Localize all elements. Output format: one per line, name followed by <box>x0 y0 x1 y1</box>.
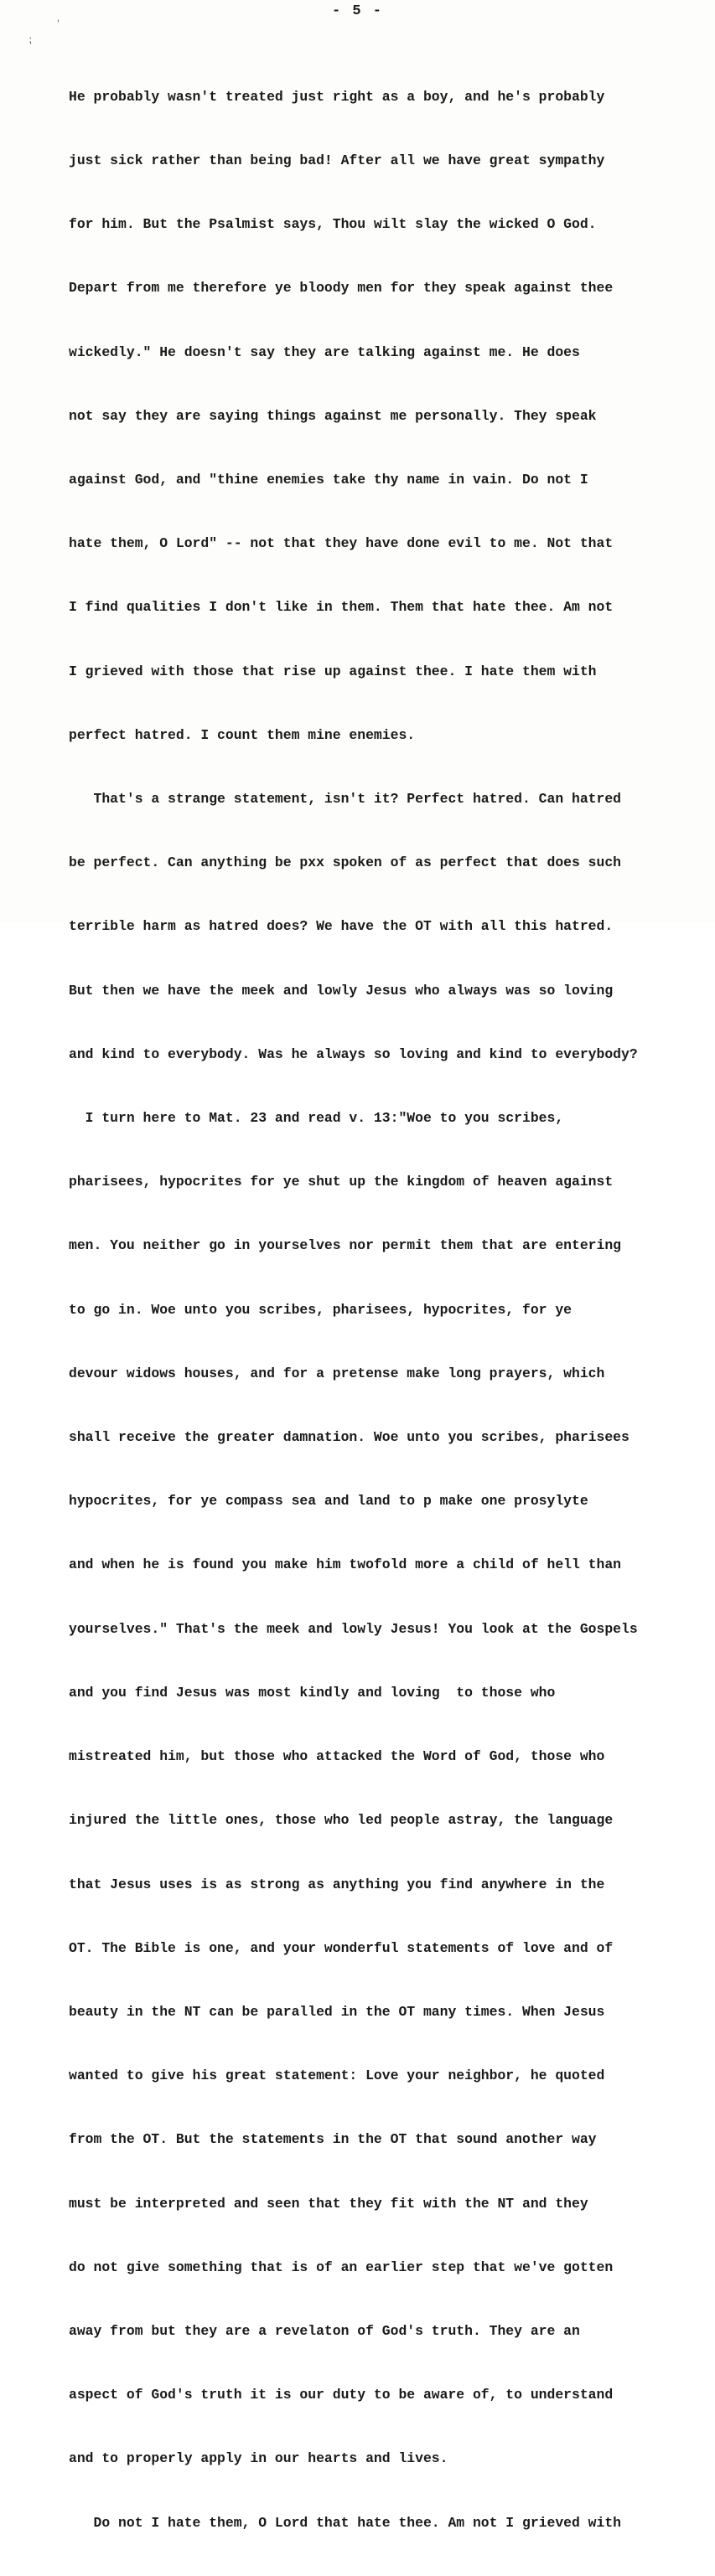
text-line: He probably wasn't treated just right as a boy, and he's probably <box>69 88 605 105</box>
text-line: men. You neither go in yourselves nor permit them that are entering <box>69 1237 622 1254</box>
text-line: perfect hatred. I count them mine enemies. <box>69 726 416 743</box>
text-line: do not give something that is of an earlier step that we've gotten <box>69 2259 614 2275</box>
text-line: I find qualities I don't like in them. Them that hate thee. Am not <box>69 599 614 616</box>
text-line: not say they are saying things against me personally. They speak <box>69 407 597 424</box>
margin-mark: ⁏ <box>28 34 33 46</box>
text-line: just sick rather than being bad! After all we have great sympathy <box>69 152 605 169</box>
text-line: aspect of God's truth it is our duty to be aware of, to understand <box>69 2387 614 2403</box>
text-line: and to properly apply in our hearts and lives. <box>69 2450 448 2467</box>
text-line: I grieved with those that rise up against thee. I hate them with <box>69 663 597 679</box>
text-line: wanted to give his great statement: Love your neighbor, he quoted <box>69 2068 605 2084</box>
page-number: - 5 - <box>331 3 383 19</box>
text-line: beauty in the NT can be paralled in the OT many times. When Jesus <box>69 2003 605 2020</box>
text-line: But then we have the meek and lowly Jesus who always was so loving <box>69 982 614 999</box>
text-line: pharisees, hypocrites for ye shut up the kingdom of heaven against <box>69 1174 614 1190</box>
text-line: I turn here to Mat. 23 and read v. 13:"Woe to you scribes, <box>69 1110 564 1127</box>
text-line: against God, and "thine enemies take thy name in vain. Do not I <box>69 472 588 488</box>
text-line: must be interpreted and seen that they fit with the NT and they <box>69 2195 588 2212</box>
text-line: Depart from me therefore ye bloody men for they speak against thee <box>69 280 614 297</box>
text-line: and kind to everybody. Was he always so loving and kind to everybody? <box>69 1045 638 1062</box>
text-line: that Jesus uses is as strong as anything you find anywhere in the <box>69 1876 605 1892</box>
text-line: Do not I hate them, O Lord that hate thee. Am not I grieved with <box>69 2514 622 2531</box>
text-line: be perfect. Can anything be pxx spoken of as perfect that does such <box>69 854 622 871</box>
body-text <box>69 44 689 2576</box>
text-line: from the OT. But the statements in the OT that sound another way <box>69 2131 597 2148</box>
text-line: away from but they are a revelaton of God's truth. They are an <box>69 2322 580 2339</box>
text-line: OT. The Bible is one, and your wonderful statements of love and of <box>69 1939 614 1956</box>
text-line: wickedly." He doesn't say they are talking against me. He does <box>69 343 580 360</box>
text-line: That's a strange statement, isn't it? Perfect hatred. Can hatred <box>69 791 622 808</box>
text-line: to go in. Woe unto you scribes, pharisees, hypocrites, for ye <box>69 1301 572 1318</box>
text-line: hypocrites, for ye compass sea and land to p make one prosylyte <box>69 1493 588 1510</box>
text-line: injured the little ones, those who led people astray, the language <box>69 1812 614 1829</box>
text-line: mistreated him, but those who attacked the Word of God, those who <box>69 1748 605 1765</box>
text-line: terrible harm as hatred does? We have the OT with all this hatred. <box>69 918 614 935</box>
text-line: devour widows houses, and for a pretense make long prayers, which <box>69 1365 605 1381</box>
text-line: and you find Jesus was most kindly and loving to those who <box>69 1684 556 1701</box>
text-line: and when he is found you make him twofold more a child of hell than <box>69 1556 622 1573</box>
text-line: yourselves." That's the meek and lowly Jesus! You look at the Gospels <box>69 1620 638 1637</box>
text-line: hate them, O Lord" -- not that they have done evil to me. Not that <box>69 535 614 552</box>
text-line: shall receive the greater damnation. Woe unto you scribes, pharisees <box>69 1429 630 1446</box>
text-line: for him. But the Psalmist says, Thou wilt slay the wicked O God. <box>69 216 597 233</box>
margin-mark: ʻ <box>55 18 62 30</box>
